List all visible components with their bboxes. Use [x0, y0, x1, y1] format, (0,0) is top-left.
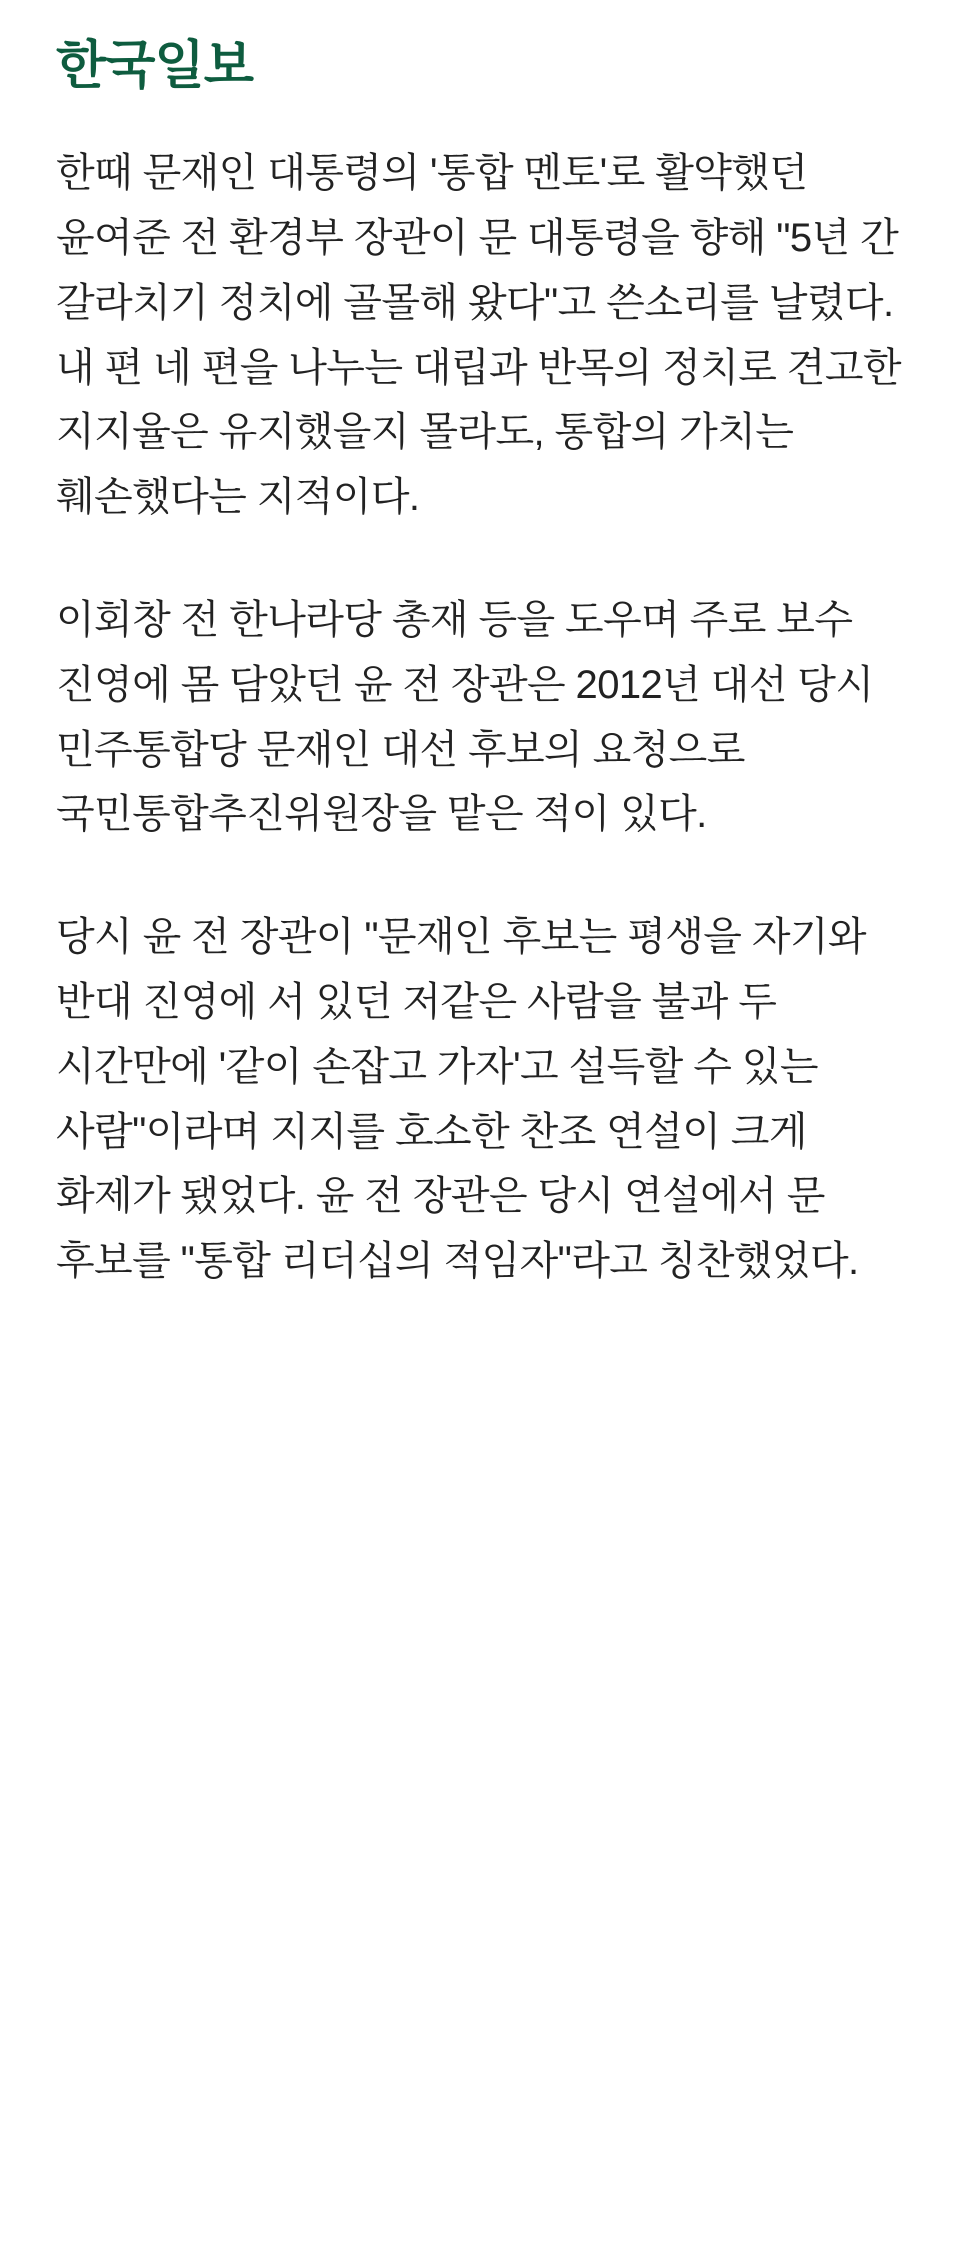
article-paragraph: 당시 윤 전 장관이 "문재인 후보는 평생을 자기와 반대 진영에 서 있던 저같은 사람을 불과 두 시간만에 '같이 손잡고 가자'고 설득할 수 있는 사람"이라며 지지를 호소한 찬조 연설이 크게 화제가 됐었다. 윤 전 장관은 당시 연설에서 문 후보를 "통합 리더십의 적임자"라고 칭찬했었다. — [56, 915, 866, 1284]
article-paragraph: 한때 문재인 대통령의 '통합 멘토'로 활약했던 윤여준 전 환경부 장관이 문 대통령을 향해 "5년 간 갈라치기 정치에 골몰해 왔다"고 쓴소리를 날렸다. 내 편 네 편을 나누는 대립과 반목의 정치로 견고한 지지율은 유지했을지 몰라도, 통합의 가치는 훼손했다는 지적이다. — [56, 151, 901, 520]
article-paragraph: 이회창 전 한나라당 총재 등을 도우며 주로 보수 진영에 몸 담았던 윤 전 장관은 2012년 대선 당시 민주통합당 문재인 대선 후보의 요청으로 국민통합추진위원장을 맡은 적이 있다. — [56, 597, 874, 837]
masthead-logo[interactable]: 한국일보 — [56, 37, 253, 95]
article-body — [56, 141, 913, 1294]
